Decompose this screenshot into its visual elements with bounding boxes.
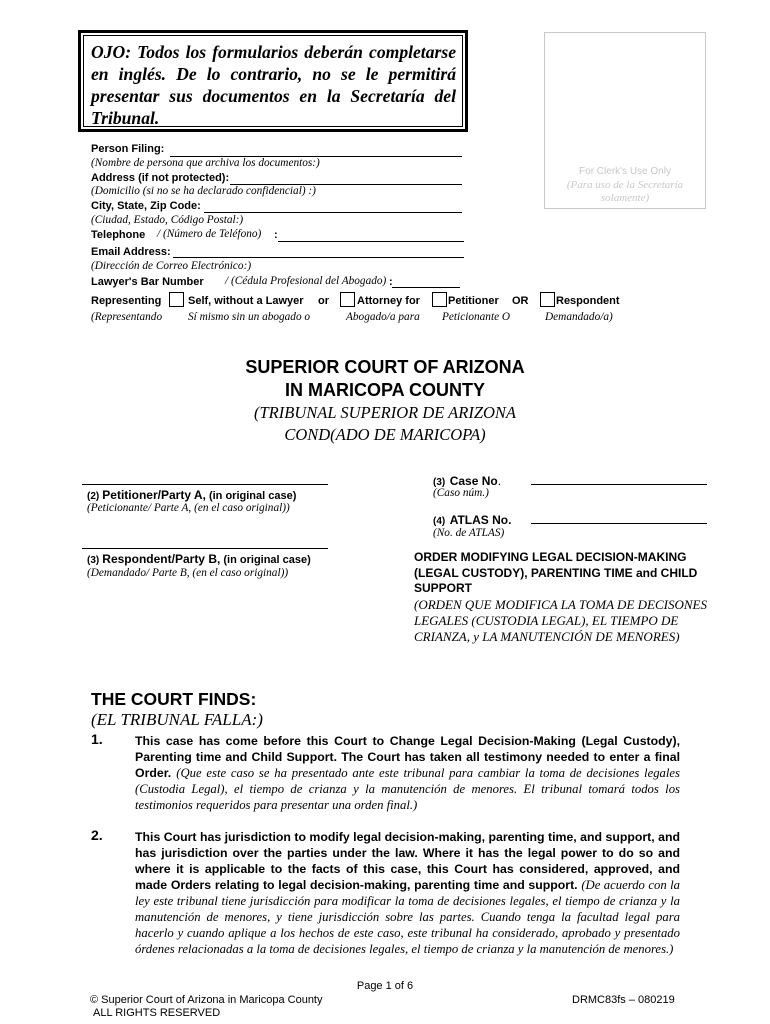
person-filing-es: (Nombre de persona que archiva los documentos:) (91, 157, 320, 169)
page-number: Page 1 of 6 (356, 980, 414, 992)
copyright: © Superior Court of Arizona in Maricopa County (90, 994, 323, 1006)
clerk-label: For Clerk's Use Only (579, 166, 671, 177)
finding-2 (135, 829, 680, 957)
party-b-caption (87, 552, 311, 566)
case-label-dot: . (497, 474, 502, 488)
representing-label: Representing (91, 295, 162, 307)
clerk-use-box (544, 32, 706, 209)
party-a-label: Petitioner/Party A, (102, 488, 206, 502)
party-a-note: (in original case) (208, 490, 297, 502)
finding-1-text: This case has come before this Court to Change Legal Decision-Making (Legal Custody), Parenting time and Child Support. The Court has taken all testimony needed to enter a final Order. (135, 734, 680, 780)
telephone-field[interactable] (278, 241, 464, 242)
atlas-label: ATLAS No. (449, 513, 512, 527)
or-upper-label: OR (512, 295, 529, 307)
petitioner-es: Peticionante O (442, 311, 511, 323)
finding-2-number: 2. (91, 827, 103, 843)
order-title: ORDER MODIFYING LEGAL DECISION-MAKING (LEGAL CUSTODY), PARENTING TIME and CHILD SUPPORT (414, 550, 698, 595)
party-a-caption (87, 488, 296, 502)
findings-heading-es: (EL TRIBUNAL FALLA:) (91, 710, 263, 729)
order-title-es: (ORDEN QUE MODIFICA LA TOMA DE DECISONES LEGALES (CUSTODIA LEGAL), EL TIEMPO DE CRIANZA, y LA MANUTENCIÓN DE MENORES) (414, 597, 707, 644)
city-label: City, State, Zip Code: (91, 200, 201, 212)
clerk-label-es: (Para uso de la Secretaría solamente) (566, 179, 684, 204)
finding-1 (135, 733, 680, 813)
party-b-field[interactable] (82, 548, 328, 549)
respondent-checkbox[interactable] (540, 292, 555, 307)
party-a-es: (Peticionante/ Parte A, (en el caso original)) (87, 502, 290, 514)
case-number-field[interactable] (531, 484, 707, 485)
self-checkbox[interactable] (169, 292, 184, 307)
finding-1-text-es: (Que este caso se ha presentado ante este tribunal para cambiar la toma de decisiones legales (Custodia Legal), el tiempo de crianza y la manutención de menores. El tribunal tomará todos los testimonios requeridos para presentar una orden final.) (135, 766, 680, 812)
court-title-es: (TRIBUNAL SUPERIOR DE ARIZONA (254, 403, 516, 422)
telephone-colon: : (274, 229, 278, 241)
rights-reserved: ALL RIGHTS RESERVED (93, 1007, 221, 1019)
atlas-num: (4) (433, 516, 446, 527)
case-es: (Caso núm.) (433, 487, 489, 499)
petitioner-label: Petitioner (448, 295, 499, 307)
party-b-num: (3) (87, 555, 100, 566)
address-label: Address (if not protected): (91, 172, 230, 184)
finding-2-text: This Court has jurisdiction to modify legal decision-making, parenting time, and support, and has jurisdiction over the parties under the law. Where it has the legal power to do so and where it is applicable to the facts of this case, this Court has considered, approved, and made Orders relating to legal decision-making, parenting time and support. (135, 830, 680, 892)
party-b-es: (Demandado/ Parte B, (en el caso original)) (87, 567, 289, 579)
address-es: (Domicilio (si no se ha declarado confidencial) :) (91, 185, 316, 197)
bar-number-label: Lawyer's Bar Number (91, 276, 204, 288)
telephone-es: / (Número de Teléfono) (157, 228, 262, 240)
self-es: Sí mismo sin un abogado o (188, 311, 311, 323)
atlas-number-field[interactable] (531, 523, 707, 524)
findings-heading: THE COURT FINDS: (91, 689, 257, 709)
party-a-field[interactable] (82, 484, 328, 485)
city-field[interactable] (204, 212, 462, 213)
email-field[interactable] (173, 257, 464, 258)
party-b-label: Respondent/Party B, (102, 552, 221, 566)
court-county-es: COND(ADO DE MARICOPA) (284, 425, 486, 444)
email-label: Email Address: (91, 246, 171, 258)
case-label: Case No (449, 474, 498, 488)
representing-es: (Representando (91, 311, 163, 323)
or-label: or (318, 295, 329, 307)
respondent-es: Demandado/a) (545, 311, 613, 323)
bar-number-field[interactable] (392, 287, 460, 288)
notice-box (78, 30, 468, 132)
party-a-num: (2) (87, 491, 100, 502)
telephone-label: Telephone (91, 229, 146, 241)
self-label: Self, without a Lawyer (188, 295, 304, 307)
attorney-checkbox[interactable] (340, 292, 355, 307)
attorney-es: Abogado/a para (346, 311, 420, 323)
case-num: (3) (433, 477, 446, 488)
finding-1-number: 1. (91, 731, 103, 747)
atlas-es: (No. de ATLAS) (433, 527, 505, 539)
email-es: (Dirección de Correo Electrónico:) (91, 260, 252, 272)
respondent-label: Respondent (556, 295, 620, 307)
attorney-label: Attorney for (357, 295, 420, 307)
city-es: (Ciudad, Estado, Código Postal:) (91, 214, 244, 226)
form-id: DRMC83fs – 080219 (572, 994, 675, 1006)
petitioner-checkbox[interactable] (432, 292, 447, 307)
bar-number-colon: : (389, 276, 393, 288)
party-b-note: (in original case) (223, 554, 311, 566)
court-title: SUPERIOR COURT OF ARIZONA (245, 357, 525, 377)
court-county: IN MARICOPA COUNTY (285, 380, 485, 400)
notice-text: OJO: Todos los formularios deberán completarse en inglés. De lo contrario, no se le permitirá presentar sus documentos en la Secretaría del Tribunal. (83, 35, 463, 127)
person-filing-label: Person Filing: (91, 143, 165, 155)
finding-2-text-es: (De acuerdo con la ley este tribunal tiene jurisdicción para modificar la toma de decisiones legales, el tiempo de crianza y la manutención de menores, y tiene jurisdicción sobre las partes. Cuando tenga la facultad legal para hacerlo y cuando aplique a los hechos de este caso, este tribunal ha considerado, aprobado y presentado órdenes relacionadas a la toma de decisiones legales, el tiempo de crianza y la manutención de menores.) (135, 878, 680, 956)
bar-number-es: / (Cédula Profesional del Abogado) (225, 275, 387, 287)
